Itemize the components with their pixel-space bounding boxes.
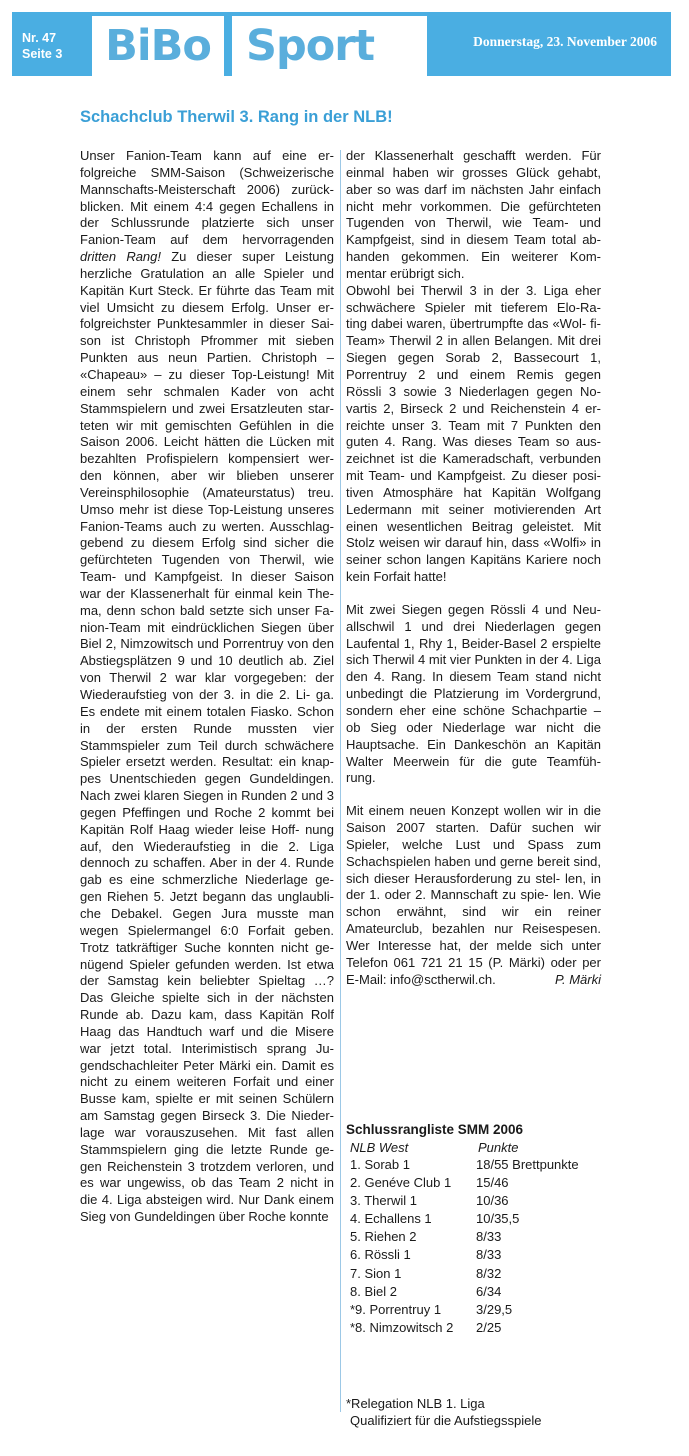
section-title: Sport — [232, 16, 427, 76]
team-name: 6. Rössli 1 — [350, 1247, 411, 1263]
column-header-team: NLB West — [350, 1140, 409, 1155]
table-row — [346, 1174, 646, 1192]
team-name: 2. Genéve Club 1 — [350, 1175, 452, 1191]
article-paragraph: Obwohl bei Therwil 3 in der 3. Liga eher schwächere Spieler mit tieferem Elo-Ra- ting dabei waren, übertrumpfte das «Wol- fi-Team» Therwil 2 in allen Belangen. Mit drei Siegen gegen Sorab 2, Bassecourt 1, Porrentruy 2 und einem Remis gegen Rössli 3 sowie 3 Niederlagen gegen No- vartis 2, Birseck 2 und Reichenstein 4 er- reichte unser 3. Team mit 7 Punkten den guten 4. Rang. Was dieses Team so aus- zeichnet ist die Kameradschaft, verbunden mit Team- und Kampfgeist. Zu dieser posi- tiven Atmosphäre hat Kapitän Wolfgang Ledermann mit seiner motivierenden Art einen wesentlichen Beitrag geleistet. Mit Stolz weisen wir darauf hin, dass «Wolfi» in seiner schon langen Kapitäns Kariere noch kein Forfait hatte! — [346, 282, 601, 585]
masthead — [12, 12, 671, 76]
team-points: 2/25 — [476, 1319, 502, 1335]
paragraph-gap — [346, 586, 601, 602]
paragraph-text: Zu dieser super Leistung herzliche Gratulation an alle Spieler und Kapitän Kurt Steck. Er führte das Team mit viel Umsicht zu diesem Erfolg. Unser er- folgreichster Punktesammler in dieser Sai- son ist Christoph Pfrommer mit sieben Punkten aus neun Partien. Christoph – «Chapeau» – zu dieser Top-Leistung! Mit einem sehr schmalen Kader von acht Stammspielern und zwei Ersatzleuten star- teten wir mit gemischten Gefühlen in die Saison 2006. Leicht hätten die Lücken mit bezahlten Profispielern kompensiert wer- den können, aber wir blieben unserer Vereinsphilosophie (Amateurstatus) treu. Umso mehr ist diese Top-Leistung unseres Fanion-Teams auch zu werten. Ausschlag- gebend zu diesem Erfolg sind sicher die gefürchteten Tugenden von Therwil, wie Team- und Kampfgeist. In dieser Saison war der Klassenerhalt für einmal kein The- ma, denn schon bald setzte sich unser Fa- nion-Team mit eindrücklichen Siegen über Biel 2, Nimzowitsch und Porrentruy von den Abstiegsplätzen 9 und 10 deutlich ab. Ziel von Therwil 2 war klar vorgegeben: der Wiederaufstieg von der 3. in die 2. Li- ga. Es endete mit einem totalen Fiasko. Schon in der ersten Runde mussten vier Stammspieler zum Teil durch schwächere Spieler ersetzt werden. Resultat: ein knap- pes Unentschieden gegen Gundeldingen. Nach zwei klaren Siegen in Runden 2 und 3 gegen Pfeffingen und Roche 2 kommt bei Kapitän Rolf Haag wieder leise Hoff- nung auf, den Wiederaufstieg in die 2. Liga dennoch zu schaffen. Aber in der 4. Runde gab es eine schmerzliche Niederlage ge- gen Riehen 5. Jetzt begann das unglaubli- che Debakel. Gegen Jura musste man wegen Spielermangel 6:0 Forfait geben. Trotz tatkräftiger Suche konnten nicht ge- nügend Spieler gefunden werden. Ist etwa der Samstag kein beliebter Spieltag …? Das Gleiche spielte sich in der nächsten Runde ab. Dazu kam, dass Kapitän Rolf Haag das Handtuch warf und die Misere war jetzt total. Interimistisch sprang Ju- gendschachleiter Peter Märki ein. Damit es nicht zu einem weiteren Forfait und einer Busse kam, spielte er mit seinen Schülern am Samstag gegen Birseck 3. Die Nieder- lage war vorauszusehen. Mit fast allen Stammspielern ging die letzte Runde ge- gen Reichenstein 3 trotzdem verloren, und es war ungewiss, ob das Team 2 nicht in die 4. Liga absteigen wird. Nur Dank einem Sieg von Gundeldingen über Roche konnte — [80, 249, 334, 1225]
table-row — [346, 1228, 646, 1246]
article-paragraph — [80, 148, 334, 1226]
team-points: 8/33 — [476, 1229, 502, 1245]
team-points: 6/34 — [476, 1283, 502, 1299]
team-points: 8/33 — [476, 1247, 502, 1263]
team-name: 4. Echallens 1 — [350, 1211, 432, 1227]
article-paragraph: Mit einem neuen Konzept wollen wir in die Saison 2007 starten. Dafür suchen wir Spieler, welche Lust und Spass zum Schachspielen haben und gerne bereit sind, sich dieser Herausforderung zu stel- len, in der 1. oder 2. Mannschaft zu spie- len. Wie schon erwähnt, sind wir ein reiner Amateurclub, bezahlen nur Reisespesen. Wer Interesse hat, der melde sich unter Telefon 061 721 21 15 (P. Märki) oder per E-Mail: info@sctherwil.ch. — [346, 803, 601, 987]
issue-number: Nr. 47 — [22, 31, 57, 45]
issue-info — [22, 30, 62, 62]
standings-header — [346, 1139, 646, 1156]
team-points: 8/32 — [476, 1265, 502, 1281]
table-row — [346, 1192, 646, 1210]
team-name: 3. Therwil 1 — [350, 1193, 417, 1209]
standings-title: Schlussrangliste SMM 2006 — [346, 1122, 524, 1137]
team-points: 10/35,5 — [476, 1211, 520, 1227]
standings-notes — [346, 1395, 626, 1429]
team-name: *9. Porrentruy 1 — [350, 1301, 442, 1317]
team-name: 7. Sion 1 — [350, 1265, 402, 1281]
author-signature: P. Märki — [555, 971, 601, 987]
team-name: 5. Riehen 2 — [350, 1229, 417, 1245]
team-points: 10/36 — [476, 1193, 509, 1209]
table-row — [346, 1319, 646, 1337]
qualification-note: Qualifiziert für die Aufstiegsspiele — [350, 1413, 542, 1428]
brand-logo: BiBo — [92, 16, 224, 76]
table-row — [346, 1210, 646, 1228]
standings-table — [346, 1122, 646, 1337]
team-points: 15/46 — [476, 1175, 509, 1191]
table-row — [346, 1156, 646, 1174]
table-row — [346, 1265, 646, 1283]
article-headline: Schachclub Therwil 3. Rang in der NLB! — [80, 108, 393, 126]
paragraph-text: Unser Fanion-Team kann auf eine er- folgreiche SMM-Saison (Schweizerische Mannschafts-Meisterschaft 2006) zurück- blicken. Mit einem 4:4 gegen Echallens in der Schlussrunde platzierte sich unser Fanion-Team auf dem hervorragenden — [80, 148, 334, 248]
team-points: 18/55 Brettpunkte — [476, 1157, 579, 1172]
column-divider — [340, 150, 341, 1412]
article-column-right — [346, 148, 601, 989]
publication-date: Donnerstag, 23. November 2006 — [473, 34, 657, 49]
page-number: Seite 3 — [22, 47, 63, 61]
column-header-points: Punkte — [478, 1140, 519, 1155]
article-paragraph: der Klassenerhalt geschafft werden. Für einmal haben wir grosses Glück gehabt, aber so was darf im nächsten Jahr einfach nicht mehr vorkommen. Die gefürchteten Tugenden von Therwil, wie Team- und Kampfgeist, sind in diesem Team total ab- handen gekommen. Ein weiterer Kom- mentar erübrigt sich. — [346, 148, 601, 281]
table-row — [346, 1301, 646, 1319]
relegation-note: *Relegation NLB 1. Liga — [346, 1396, 485, 1411]
team-name: 8. Biel 2 — [350, 1283, 397, 1299]
team-points: 3/29,5 — [476, 1301, 513, 1317]
team-name: 1. Sorab 1 — [350, 1157, 410, 1172]
team-name: *8. Nimzowitsch 2 — [350, 1319, 454, 1335]
article-paragraph: Mit zwei Siegen gegen Rössli 4 und Neu- allschwil 1 und drei Niederlagen gegen Laufental 1, Rhy 1, Beider-Basel 2 erspielte sich Therwil 4 mit vier Punkten in der 4. Liga den 4. Rang. In diesem Team stand nicht unbedingt die Platzierung im Vordergrund, sondern eher eine schöne Schachpartie – ob Sieg oder Niederlage war nicht die Hauptsache. Ein Dankeschön an Kapitän Walter Meerwein für die gute Teamfüh- rung. — [346, 601, 601, 786]
paragraph-gap — [346, 787, 601, 803]
table-row — [346, 1246, 646, 1264]
article-column-left — [80, 148, 334, 1226]
table-row — [346, 1283, 646, 1301]
emphasis-text: dritten Rang! — [80, 249, 162, 265]
